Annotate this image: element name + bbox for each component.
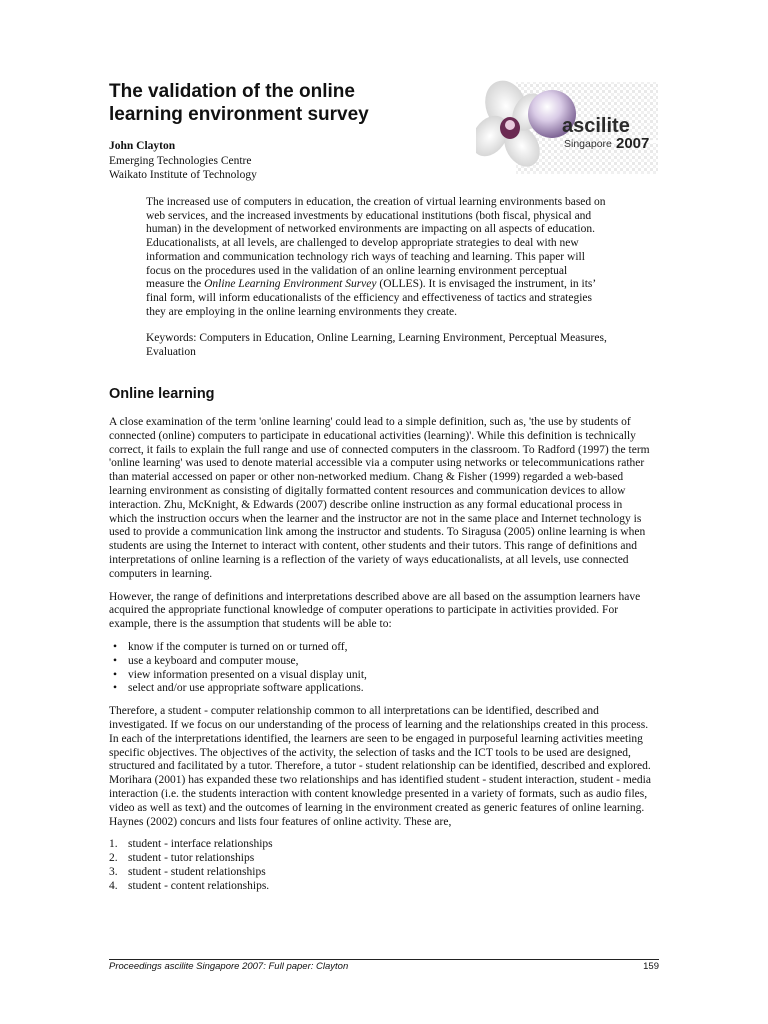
paragraph-2: However, the range of definitions and interpretations described above are all based on the assumption learners have acquired the appropriate functional knowledge of computer operations to participate in activities provided. For example, there is the assumption that students will be able to: (109, 590, 641, 631)
author-block (109, 139, 257, 183)
bullet-item: • select and/or use appropriate software applications. (109, 682, 653, 696)
features-numbered-list (109, 838, 653, 893)
bullet-item: • view information presented on a visual display unit, (109, 669, 653, 683)
numbered-item (109, 880, 653, 894)
author-affiliation-2: Waikato Institute of Technology (109, 169, 257, 181)
item-number: 1. (109, 838, 118, 851)
keywords: Keywords: Computers in Education, Online Learning, Learning Environment, Perceptual Measures, Evaluation (146, 332, 607, 359)
author-name: John Clayton (109, 140, 176, 152)
bullet-item: • use a keyboard and computer mouse, (109, 655, 653, 669)
paragraph-1: A close examination of the term 'online learning' could lead to a simple definition, such as, 'the use by students of connected (online) computers to participate in educational activities (learning)'. While this definition is technically correct, it fails to explain the full range and use of connected computers in the classroom. To Radford (1997) the term 'online learning' was used to denote material accessible via a computer using networks or telecommunications rather than material accessed on paper or other non-networked medium. Chang & Fisher (1999) regarded a web-based learning environment as consisting of digitally formatted content resources and communication devices to allow interaction. Zhu, McKnight, & Edwards (2007) describe online instruction as any formal educational process in which the instruction occurs when the learner and the instructor are not in the same place and Internet technology is used to provide a communication link among the instructor and students. To Siragusa (2005) online learning is when students are using the Internet to interact with content, other students and their tutors. This range of definitions and interpretations of online learning is a reflection of the variety of ways educationalists, at all levels, use connected computers in learning. (109, 416, 650, 580)
ascilite-logo (476, 78, 658, 178)
abstract-text-pre: The increased use of computers in education, the creation of virtual learning environments based on web services, and the increased investments by educational institutions (both fiscal, physical and human) in the development of networked environments are impacting on all aspects of education. Educationalists, at all levels, are challenged to develop appropriate strategies to deal with new information and communication technology rich ways of teaching and learning. This paper will focus on the procedures used in the validation of an online learning environment perceptual measure the (146, 196, 606, 291)
abstract-paragraph (146, 196, 608, 319)
paper-title-line-2: learning environment survey (109, 104, 369, 125)
paragraph-3: Therefore, a student - computer relationship common to all interpretations can be identified, described and investigated. If we focus on our understanding of the process of learning and the relationships created in this process. In each of the interpretations identified, the learners are seen to be engaged in purposeful learning activities meeting specific objectives. The objectives of the activity, the selection of tasks and the ICT tools to be used are designed, structured and facilitated by a tutor. Therefore, a tutor - student relationship can be identified, described and explored. Morihara (2001) has expanded these two relationships and has identified student - student interaction, student - media interaction (i.e. the students interaction with content knowledge presented in a variety of formats, such as audio files, video as well as text) and the outcomes of learning in the environment created as generic features of online learning. Haynes (2002) concurs and lists four features of online activity. These are, (109, 705, 651, 828)
body-text (109, 416, 653, 894)
item-text: student - tutor relationships (128, 852, 255, 865)
item-number: 4. (109, 879, 118, 892)
abstract-survey-name: Online Learning Environment Survey (204, 278, 377, 291)
item-number: 2. (109, 852, 118, 865)
page-number: 159 (643, 961, 659, 972)
logo-wordmark: ascilite (562, 115, 630, 137)
abstract (146, 196, 608, 360)
logo-year: 2007 (616, 135, 650, 152)
section-heading-online-learning: Online learning (109, 386, 215, 402)
abstract-text-post: (OLLES). It is envisaged the instrument, in its’ final form, will inform educationalists of the efficiency and effectiveness of tactics and strategies they are employing in the online learning environments they create. (146, 278, 596, 318)
item-text: student - student relationships (128, 865, 266, 878)
numbered-item (109, 852, 653, 866)
paper-title (109, 80, 439, 126)
numbered-item (109, 838, 653, 852)
paper-title-line-1: The validation of the online (109, 81, 355, 102)
item-text: student - interface relationships (128, 838, 273, 851)
bullet-item: • know if the computer is turned on or turned off, (109, 641, 653, 655)
item-text: student - content relationships. (128, 879, 270, 892)
item-number: 3. (109, 865, 118, 878)
logo-city: Singapore (564, 138, 612, 150)
skills-bullet-list (109, 641, 653, 696)
footer-citation: Proceedings ascilite Singapore 2007: Full paper: Clayton (109, 961, 349, 972)
numbered-item (109, 866, 653, 880)
footer-divider (109, 959, 659, 960)
author-affiliation-1: Emerging Technologies Centre (109, 154, 252, 167)
